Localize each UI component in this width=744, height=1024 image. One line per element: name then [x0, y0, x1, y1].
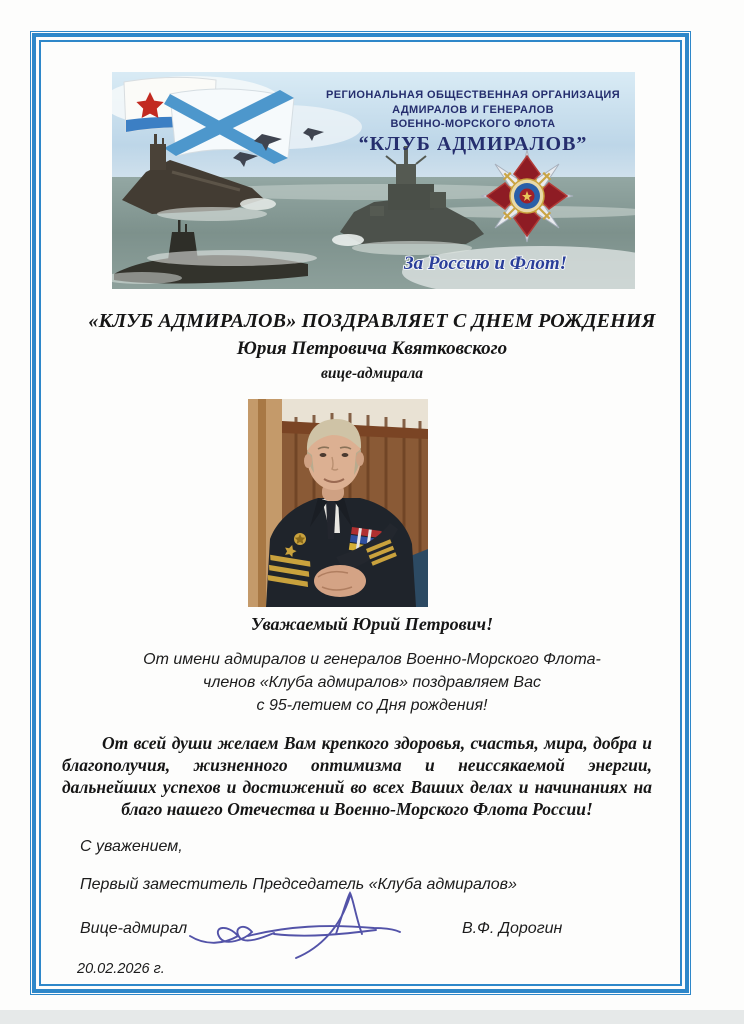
header-banner	[112, 72, 635, 289]
letter-date: 20.02.2026 г.	[77, 961, 165, 977]
signer-name: В.Ф. Дорогин	[462, 920, 563, 937]
club-name: “КЛУБ АДМИРАЛОВ”	[358, 133, 588, 155]
paragraph1-line1: От имени адмиралов и генералов Военно-Морского Флота-	[143, 651, 601, 668]
signature-autograph	[178, 886, 410, 962]
paragraph1-line2: членов «Клуба адмиралов» поздравляем Вас	[203, 674, 541, 691]
recipient-rank: вице-адмирала	[320, 365, 424, 382]
motto: За Россию и Флот!	[404, 253, 567, 274]
greeting-title-block	[42, 310, 702, 383]
org-name-line-3: ВОЕННО-МОРСКОГО ФЛОТА	[390, 118, 556, 130]
recipient-name: Юрия Петровича Квятковского	[236, 338, 508, 359]
signer-position: Первый заместитель Председатель «Клуба адмиралов»	[80, 876, 517, 893]
paragraph-congratulation	[42, 648, 702, 717]
signer-rank: Вице-адмирал	[80, 920, 188, 937]
paragraph-wishes: От всей души желаем Вам крепкого здоровья, счастья, мира, добра и благополучия, жизненного оптимизма и неиссякаемой энергии, дальнейших успехов и достижений во всех Ваших делах и начинаниях на благо нашего Отечества и Военно-Морского Флота России!	[62, 733, 652, 819]
greeting-title-line1: «КЛУБ АДМИРАЛОВ» ПОЗДРАВЛЯЕТ С ДНЕМ РОЖДЕНИЯ	[88, 310, 656, 332]
org-name-line-1: РЕГИОНАЛЬНАЯ ОБЩЕСТВЕННАЯ ОРГАНИЗАЦИЯ	[325, 89, 621, 101]
admiral-portrait-photo	[248, 399, 428, 607]
scanner-edge-shadow	[0, 1010, 744, 1024]
naval-collage	[112, 72, 635, 289]
paragraph1-line3: с 95-летием со Дня рождения!	[256, 697, 488, 714]
org-name-line-2: АДМИРАЛОВ И ГЕНЕРАЛОВ	[392, 104, 554, 116]
closing-line: С уважением,	[80, 838, 183, 855]
salutation: Уважаемый Юрий Петрович!	[250, 614, 494, 634]
